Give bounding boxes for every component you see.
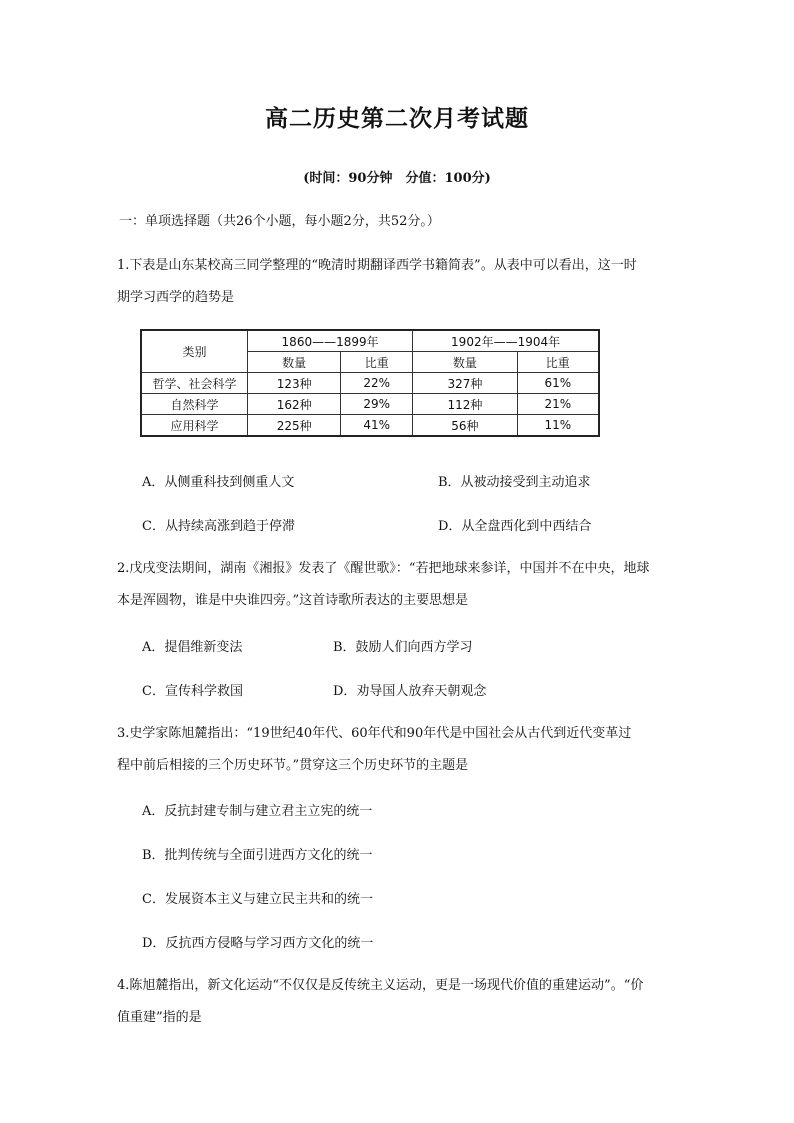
table-header-ratio: 比重 bbox=[517, 352, 599, 373]
question-4-line-2: 值重建”指的是 bbox=[117, 1010, 202, 1025]
translation-stats-table bbox=[140, 329, 600, 437]
q1-option-a: A．从侧重科技到侧重人文 bbox=[142, 475, 295, 490]
section-heading: 一：单项选择题（共26个小题，每小题2分，共52分。） bbox=[119, 214, 440, 229]
question-1 bbox=[117, 250, 677, 314]
table-row bbox=[141, 394, 599, 415]
table-header-ratio: 比重 bbox=[341, 352, 413, 373]
table-header-period-1: 1860——1899年 bbox=[248, 330, 413, 352]
table-cell: 327种 bbox=[413, 373, 517, 394]
question-1-line-2: 期学习西学的趋势是 bbox=[117, 290, 235, 305]
table-cell-category: 应用科学 bbox=[141, 415, 248, 437]
page-title: 高二历史第二次月考试题 bbox=[265, 105, 529, 132]
table-cell: 61% bbox=[517, 373, 599, 394]
table-cell: 112种 bbox=[413, 394, 517, 415]
table-cell: 162种 bbox=[248, 394, 341, 415]
q2-option-d: D．劝导国人放弃天朝观念 bbox=[333, 684, 487, 699]
q3-option-b: B．批判传统与全面引进西方文化的统一 bbox=[142, 848, 373, 863]
table-header-count: 数量 bbox=[248, 352, 341, 373]
q3-option-c: C．发展资本主义与建立民主共和的统一 bbox=[142, 892, 373, 907]
question-4-line-1: 4.陈旭麓指出，新文化运动“不仅仅是反传统主义运动，更是一场现代价值的重建运动”。“价 bbox=[117, 978, 644, 993]
table-cell-category: 自然科学 bbox=[141, 394, 248, 415]
question-2 bbox=[117, 553, 677, 617]
table-cell: 21% bbox=[517, 394, 599, 415]
table-cell: 22% bbox=[341, 373, 413, 394]
table-cell: 11% bbox=[517, 415, 599, 437]
table-cell: 56种 bbox=[413, 415, 517, 437]
q3-option-a: A．反抗封建专制与建立君主立宪的统一 bbox=[142, 804, 373, 819]
table-header-period-2: 1902年——1904年 bbox=[413, 330, 599, 352]
q2-option-c: C．宣传科学救国 bbox=[142, 684, 243, 699]
question-3-line-1: 3.史学家陈旭麓指出：“19世纪40年代、60年代和90年代是中国社会从古代到近代变革过 bbox=[117, 726, 632, 741]
table-row bbox=[141, 415, 599, 437]
table-header-count: 数量 bbox=[413, 352, 517, 373]
q1-option-c: C．从持续高涨到趋于停滞 bbox=[142, 519, 295, 534]
table-cell-category: 哲学、社会科学 bbox=[141, 373, 248, 394]
q3-option-d: D．反抗西方侵略与学习西方文化的统一 bbox=[142, 936, 374, 951]
q2-option-a: A．提倡维新变法 bbox=[142, 640, 243, 655]
table-cell: 225种 bbox=[248, 415, 341, 437]
table-cell: 123种 bbox=[248, 373, 341, 394]
question-2-line-2: 本是浑圆物，谁是中央谁四旁。”这首诗歌所表达的主要思想是 bbox=[117, 593, 469, 608]
question-4 bbox=[117, 970, 677, 1034]
table-row bbox=[141, 373, 599, 394]
question-1-line-1: 1.下表是山东某校高三同学整理的“晚清时期翻译西学书籍简表”。从表中可以看出，这一时 bbox=[117, 258, 637, 273]
table-cell: 41% bbox=[341, 415, 413, 437]
exam-info: (时间：90分钟 分值：100分) bbox=[303, 171, 491, 186]
table-cell: 29% bbox=[341, 394, 413, 415]
q1-option-d: D．从全盘西化到中西结合 bbox=[438, 519, 592, 534]
table-header-category: 类别 bbox=[141, 330, 248, 373]
question-2-line-1: 2.戊戌变法期间，湖南《湘报》发表了《醒世歌》：“若把地球来参详，中国并不在中央，地球 bbox=[117, 561, 650, 576]
question-3-line-2: 程中前后相接的三个历史环节。”贯穿这三个历史环节的主题是 bbox=[117, 758, 469, 773]
question-3 bbox=[117, 718, 677, 782]
q2-option-b: B．鼓励人们向西方学习 bbox=[333, 640, 473, 655]
q1-option-b: B．从被动接受到主动追求 bbox=[438, 475, 591, 490]
